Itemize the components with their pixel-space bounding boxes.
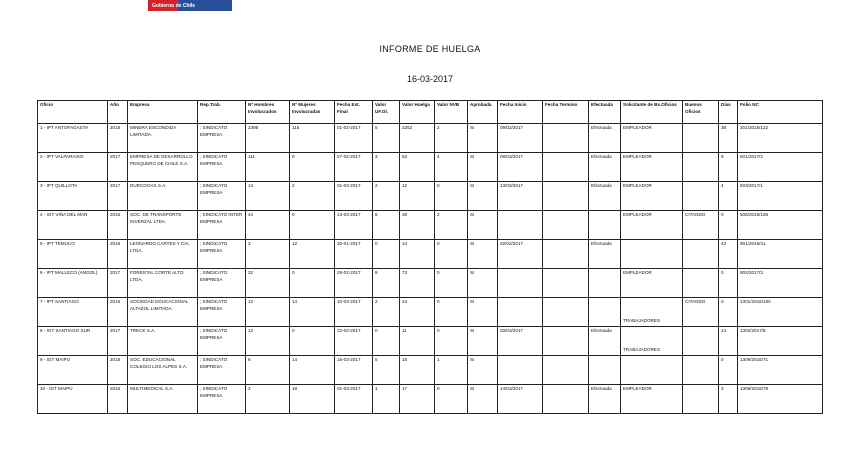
table-cell: Efectuada (589, 153, 621, 182)
table-cell: 8 - IGT SANTIAGO SUR (38, 327, 108, 356)
table-cell: ; SINDICATO EMPRESA (198, 356, 246, 385)
table-cell: SI (468, 240, 498, 269)
table-cell: 03/03/2017 (498, 327, 543, 356)
table-cell: SI (468, 385, 498, 414)
table-cell (498, 211, 543, 240)
table-cell: SOC. EDUCACIONAL COLEGIO LOS ALPES S.A. (128, 356, 198, 385)
column-header: Efectuada (589, 101, 621, 124)
table-cell (543, 182, 589, 211)
table-cell (621, 356, 683, 385)
table-cell: 8 (373, 211, 400, 240)
table-cell: 115 (290, 124, 335, 153)
table-cell: 1 (435, 356, 468, 385)
column-header: Fecha Est. Final (335, 101, 373, 124)
table-cell: 14 (400, 240, 435, 269)
table-cell: 14 (290, 298, 335, 327)
table-cell: 15-03-2017 (335, 356, 373, 385)
table-cell: 0 (435, 240, 468, 269)
table-cell: 501/2017/2 (738, 153, 823, 182)
table-cell (498, 356, 543, 385)
table-cell (543, 124, 589, 153)
table-cell: 13/03/2017 (498, 182, 543, 211)
table-cell: TRABAJADORES (621, 327, 683, 356)
table-cell: 11 (400, 327, 435, 356)
table-cell: 0 (435, 298, 468, 327)
table-cell: FORESTAL CORTE ALTO LTDA. (128, 269, 198, 298)
column-header: Año (108, 101, 128, 124)
table-cell: EMPLEADOR (621, 153, 683, 182)
table-cell: 3 (246, 385, 290, 414)
table-cell: ; SINDICATO EMPRESA (198, 298, 246, 327)
table-cell: 9 - IGT MAIPÚ (38, 356, 108, 385)
column-header: Aprobada (468, 101, 498, 124)
table-cell: ; SINDICATO EMPRESA (198, 327, 246, 356)
table-cell: ; SINDICATO EMPRESA (198, 153, 246, 182)
table-cell: SI (468, 153, 498, 182)
table-cell (543, 298, 589, 327)
table-cell (543, 211, 589, 240)
table-cell: 2017 (108, 327, 128, 356)
table-cell: SI (468, 124, 498, 153)
column-header: Empresa (128, 101, 198, 124)
table-cell (683, 240, 719, 269)
table-cell: 02/02/2017 (498, 240, 543, 269)
table-cell (683, 385, 719, 414)
government-logo (148, 0, 232, 14)
table-cell: 27-02-2017 (335, 153, 373, 182)
table-cell: 2016 (108, 298, 128, 327)
table-cell (589, 211, 621, 240)
table-cell: ; SINDICATO EMPRESA (198, 124, 246, 153)
table-cell: 4 (719, 182, 738, 211)
table-cell: EMPLEADOR (621, 385, 683, 414)
table-cell: 14/03/2017 (498, 385, 543, 414)
table-cell: 1309/2016/78 (738, 385, 823, 414)
table-cell: 4 - IGT VIÑA DEL MAR (38, 211, 108, 240)
table-cell: EMPLEADOR (621, 124, 683, 153)
table-cell: 01-02-2017 (335, 124, 373, 153)
table-cell: 5 (373, 124, 400, 153)
table-cell: 2016 (108, 385, 128, 414)
table-cell: ; SINDICATO EMPRESA (198, 182, 246, 211)
table-cell: 43 (719, 240, 738, 269)
table-cell: 2016 (108, 356, 128, 385)
table-cell: 3 (373, 153, 400, 182)
table-cell: 0 (373, 327, 400, 356)
table-cell: Efectuada (589, 385, 621, 414)
table-cell: 01-03-2017 (335, 385, 373, 414)
table-cell: ; SINDICATO EMPRESA (198, 240, 246, 269)
table-cell: 12 (400, 182, 435, 211)
table-cell: TRABAJADORES (621, 298, 683, 327)
table-cell: SI (468, 182, 498, 211)
table-cell (543, 153, 589, 182)
table-cell: 12 (246, 327, 290, 356)
table-cell: 22-02-2017 (335, 327, 373, 356)
column-header: Nº Hombres Involucrados (246, 101, 290, 124)
table-cell: 2017 (108, 269, 128, 298)
table-cell: 3 (719, 385, 738, 414)
table-cell: SOC. DE TRANSPORTE INVERZAL LTDA. (128, 211, 198, 240)
table-cell: 2395 (246, 124, 290, 153)
table-cell: 0 (719, 211, 738, 240)
table-cell: 2252 (400, 124, 435, 153)
table-cell (683, 124, 719, 153)
table-row (38, 356, 823, 385)
table-cell: 8 (373, 269, 400, 298)
table-cell: 5 (373, 356, 400, 385)
table-cell (543, 240, 589, 269)
table-row (38, 269, 823, 298)
table-cell (683, 327, 719, 356)
table-cell: 2 (373, 182, 400, 211)
table-cell: 83 (400, 153, 435, 182)
table-cell: 0 (290, 327, 335, 356)
column-header: Oficio (38, 101, 108, 124)
table-cell: 38 (719, 124, 738, 153)
table-cell: TRECK S.A. (128, 327, 198, 356)
report-date: 16-03-2017 (406, 74, 454, 84)
table-cell (498, 269, 543, 298)
table-cell: 0 (290, 211, 335, 240)
table-cell: 18 (290, 385, 335, 414)
table-header-row (38, 101, 823, 124)
table-cell (543, 385, 589, 414)
table-cell: EMPRESA DE DESARROLLO PESQUERO DE CHILE S.A. (128, 153, 198, 182)
table-cell: MULTIMEDICAL S.A. (128, 385, 198, 414)
table-cell: 508/2016/166 (738, 211, 823, 240)
table-row (38, 298, 823, 327)
table-cell: Efectuada (589, 124, 621, 153)
table-cell: 1302/2017/8 (738, 327, 823, 356)
table-cell: 08/03/2017 (498, 153, 543, 182)
table-cell: 09/02/2017 (498, 124, 543, 153)
table-cell: ; SINDICATO EMPRESA (198, 269, 246, 298)
table-cell: 5 - IPT TEMUCO (38, 240, 108, 269)
table-cell: 0 (719, 356, 738, 385)
table-cell: 902/2017/3 (738, 269, 823, 298)
table-cell: EMPLEADOR (621, 182, 683, 211)
logo-text: Gobierno de Chile (152, 3, 196, 9)
table-cell: 2016 (108, 211, 128, 240)
table-cell: EMPLEADOR (621, 211, 683, 240)
table-cell: SI (468, 269, 498, 298)
table-cell: 17 (400, 385, 435, 414)
table-row (38, 124, 823, 153)
table-cell (621, 240, 683, 269)
column-header: Buenos Oficios (683, 101, 719, 124)
column-header: Rep.Trab. (198, 101, 246, 124)
table-cell: 0 (435, 269, 468, 298)
strike-report-table (37, 100, 823, 414)
table-cell: 2 (290, 182, 335, 211)
table-cell: 13-03-2017 (335, 211, 373, 240)
table-cell: 2 (435, 211, 468, 240)
table-cell: LEONARDO CARTES Y CIA. LTDA. (128, 240, 198, 269)
table-cell: 4 (435, 153, 468, 182)
table-cell: 0 (719, 298, 738, 327)
table-cell: 503/2017/1 (738, 182, 823, 211)
table-cell: MINERA ESCONDIDA LIMITADA. (128, 124, 198, 153)
table-cell: CITANDO (683, 211, 719, 240)
table-cell: 0 (290, 153, 335, 182)
table-cell: SOCIEDAD EDUCACIONAL ALTAZOL LIMITADA. (128, 298, 198, 327)
table-cell: Efectuada (589, 240, 621, 269)
table-cell: 1 - IPT ANTOFAGASTA (38, 124, 108, 153)
table-cell: Efectuada (589, 182, 621, 211)
table-cell: 0 (290, 269, 335, 298)
table-cell (683, 356, 719, 385)
table-cell: CITANDO (683, 298, 719, 327)
column-header: Días (719, 101, 738, 124)
table-cell: 0 (373, 240, 400, 269)
table-cell: 2 (435, 124, 468, 153)
table-cell: 0 (719, 269, 738, 298)
table-cell: SI (468, 356, 498, 385)
table-cell: 15 (400, 356, 435, 385)
table-cell: 14 (246, 182, 290, 211)
table-cell (589, 298, 621, 327)
table-cell (683, 269, 719, 298)
table-cell (543, 327, 589, 356)
table-cell (589, 269, 621, 298)
table-cell: 0 (435, 385, 468, 414)
column-header: Fecha Termino (543, 101, 589, 124)
table-cell: 901/2016/41 (738, 240, 823, 269)
table-cell: 14 (719, 327, 738, 356)
table-cell: DURCOGAS S.A. (128, 182, 198, 211)
table-cell: ; SINDICATO INTER EMPRESA (198, 211, 246, 240)
column-header: Folio NC (738, 101, 823, 124)
table-cell: 73 (400, 269, 435, 298)
table-cell: 9 (719, 153, 738, 182)
table-row (38, 182, 823, 211)
table-cell: 12 (246, 298, 290, 327)
table-cell: SI (468, 298, 498, 327)
table-cell: 0 (435, 327, 468, 356)
table-cell: 2017 (108, 153, 128, 182)
table-cell: 30-01-2017 (335, 240, 373, 269)
table-row (38, 153, 823, 182)
table-row (38, 327, 823, 356)
table-row (38, 385, 823, 414)
table-cell: 14 (290, 356, 335, 385)
column-header: Solicitante de Bs.Oficios (621, 101, 683, 124)
table-cell: 3 - IPT QUILLOTA (38, 182, 108, 211)
table-cell: EMPLEADOR (621, 269, 683, 298)
table-cell: Efectuada (589, 327, 621, 356)
table-cell: SI (468, 211, 498, 240)
table-cell: ; SINDICATO EMPRESA (198, 385, 246, 414)
table-cell (543, 356, 589, 385)
table-cell: 28 (400, 211, 435, 240)
table-cell (589, 356, 621, 385)
column-header: Fecha Inicio (498, 101, 543, 124)
table-cell: SI (468, 327, 498, 356)
table-cell (498, 298, 543, 327)
table-cell: 2016 (108, 124, 128, 153)
column-header: Valor UF.Ol. (373, 101, 400, 124)
report-title: INFORME DE HUELGA (379, 44, 481, 54)
table-row (38, 240, 823, 269)
table-cell: 8 (246, 356, 290, 385)
table-cell: 12 (290, 240, 335, 269)
table-row (38, 211, 823, 240)
table-cell: 201/2016/122 (738, 124, 823, 153)
table-cell: 7 - IPT SANTIAGO (38, 298, 108, 327)
table-cell: 10-03-2017 (335, 298, 373, 327)
table-cell: 32 (246, 269, 290, 298)
table-cell: 2016 (108, 240, 128, 269)
column-header: Valor Huelga (400, 101, 435, 124)
table-cell (683, 182, 719, 211)
table-cell: 10 - IGT MAIPÚ (38, 385, 108, 414)
table-cell: 28-02-2017 (335, 269, 373, 298)
table-cell: 24 (400, 298, 435, 327)
table-cell (543, 269, 589, 298)
table-cell: 111 (246, 153, 290, 182)
table-cell: 3 (246, 240, 290, 269)
table-cell: 1309/2016/71 (738, 356, 823, 385)
table-cell: 2 (373, 298, 400, 327)
column-header: Valor NVB (435, 101, 468, 124)
table-cell (683, 153, 719, 182)
table-cell: 2017 (108, 182, 128, 211)
table-cell: 2 - IPT VALPARAISO (38, 153, 108, 182)
column-header: Nº Mujeres Involucradas (290, 101, 335, 124)
table-cell: 6 - IPT MALLECO (ANGOL) (38, 269, 108, 298)
table-cell: 0 (435, 182, 468, 211)
table-body (38, 124, 823, 414)
table-cell: 1 (373, 385, 400, 414)
table-cell: 44 (246, 211, 290, 240)
table-cell: 01-03-2017 (335, 182, 373, 211)
table-cell: 1301/2016/180 (738, 298, 823, 327)
